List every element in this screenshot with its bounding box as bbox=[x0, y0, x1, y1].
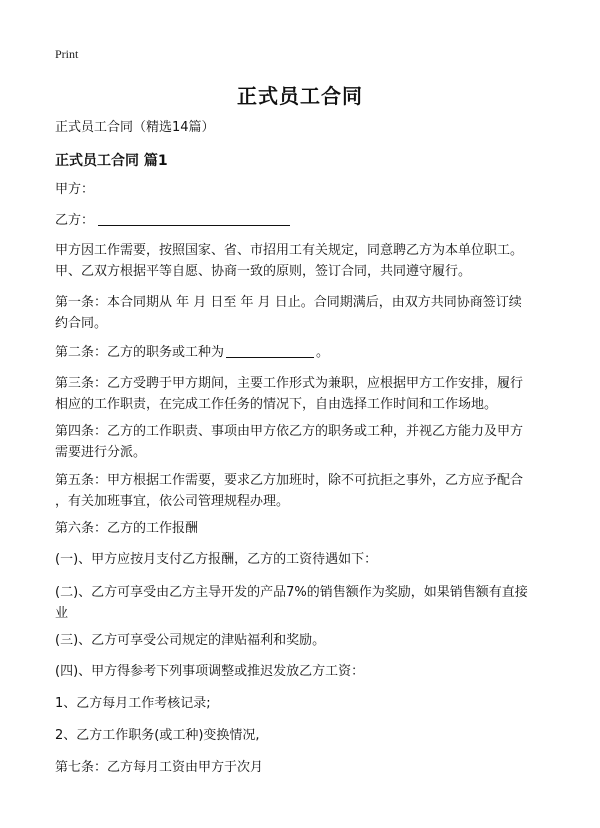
paragraph-line: 甲、乙双方根据平等自愿、协商一致的原则，签订合同，共同遵守履行。 bbox=[55, 264, 472, 279]
clause-2-text: 第二条：乙方的职务或工种为 bbox=[55, 345, 225, 360]
list-item: 业 bbox=[55, 606, 69, 621]
clause-6-line: 第六条：乙方的工作报酬 bbox=[55, 521, 199, 536]
party-a-label: 甲方： bbox=[55, 182, 95, 197]
party-b-line bbox=[55, 210, 555, 232]
party-b-blank bbox=[98, 211, 290, 226]
sub-list-item: 1、乙方每月工作考核记录; bbox=[55, 696, 211, 711]
position-blank bbox=[226, 343, 314, 358]
clause-4-line: 第四条：乙方的工作职责、事项由甲方依乙方的职务或工种，并视乙方能力及甲方 bbox=[55, 424, 524, 439]
party-b-label: 乙方： bbox=[55, 213, 95, 228]
clause-3-line: 相应的工作职责，在完成工作任务的情况下，自由选择工作时间和工作场地。 bbox=[55, 397, 498, 412]
clause-1-line: 约合同。 bbox=[55, 316, 108, 331]
list-item: (四)、甲方得参考下列事项调整或推迟发放乙方工资： bbox=[55, 664, 365, 679]
party-a-line bbox=[55, 179, 555, 201]
print-link[interactable]: Print bbox=[55, 47, 79, 61]
clause-5-line: ，有关加班事宜，依公司管理规程办理。 bbox=[55, 494, 290, 509]
list-item: (一)、甲方应按月支付乙方报酬，乙方的工资待遇如下： bbox=[55, 552, 378, 567]
page-title: 正式员工合同 bbox=[237, 84, 363, 108]
clause-3-line: 第三条：乙方受聘于甲方期间，主要工作形式为兼职，应根据甲方工作安排，履行 bbox=[55, 376, 524, 391]
sub-list-item: 2、乙方工作职务(或工种)变换情况, bbox=[55, 728, 260, 743]
paragraph-line: 甲方因工作需要，按照国家、省、市招用工有关规定，同意聘乙方为本单位职工。 bbox=[55, 243, 524, 258]
clause-7-line: 第七条：乙方每月工资由甲方于次月 bbox=[55, 760, 264, 775]
list-item: (二)、乙方可享受由乙方主导开发的产品7%的销售额作为奖励，如果销售额有直接 bbox=[55, 585, 528, 600]
clause-2-line bbox=[55, 342, 555, 364]
clause-1-line: 第一条：本合同期从 年 月 日至 年 月 日止。合同期满后，由双方共同协商签订续 bbox=[55, 295, 522, 310]
clause-5-line: 第五条：甲方根据工作需要，要求乙方加班时，除不可抗拒之事外，乙方应予配合 bbox=[55, 473, 524, 488]
document-subtitle: 正式员工合同（精选14篇） bbox=[55, 120, 215, 135]
list-item: (三)、乙方可享受公司规定的津贴福利和奖励。 bbox=[55, 633, 326, 648]
clause-2-end: 。 bbox=[316, 345, 330, 360]
clause-4-line: 需要进行分派。 bbox=[55, 445, 147, 460]
section-heading: 正式员工合同 篇1 bbox=[55, 153, 168, 169]
